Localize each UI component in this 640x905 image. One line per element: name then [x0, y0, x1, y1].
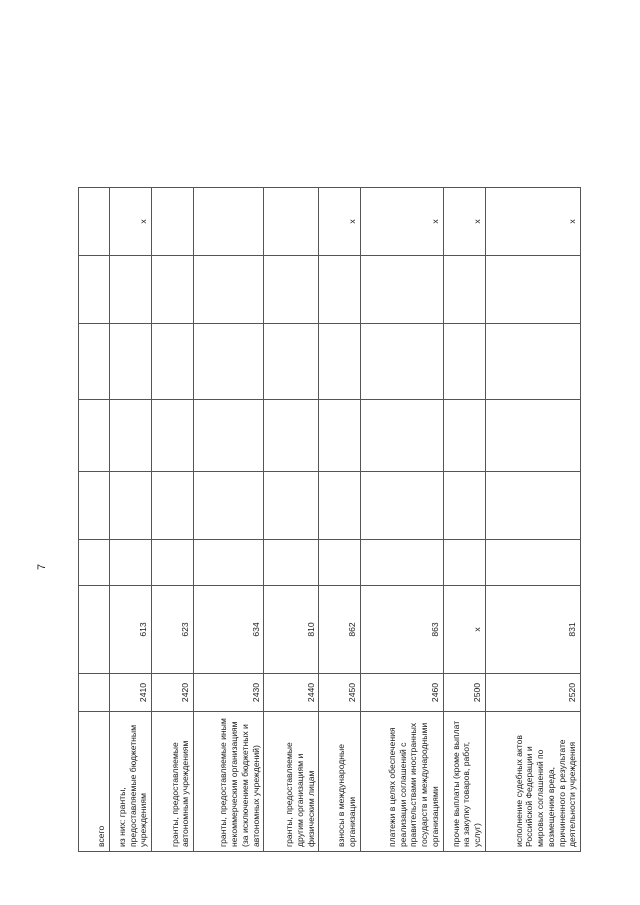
cell-c6: x: [319, 188, 360, 256]
cell-c2: [443, 472, 485, 540]
cell-c4: [264, 324, 319, 400]
cell-c4: [152, 324, 194, 400]
cell-c2: [79, 472, 110, 540]
cell-c5: [360, 256, 443, 324]
cell-c1: [360, 540, 443, 586]
cell-c6: x: [485, 188, 580, 256]
cell-c5: [194, 256, 264, 324]
cell-c6: [264, 188, 319, 256]
cell-c1: [79, 540, 110, 586]
cell-code: 2440: [264, 674, 319, 712]
table-row: [152, 188, 194, 852]
cell-c6: x: [360, 188, 443, 256]
cell-desc: из них: гранты, предоставляемые бюджетным учреждениям: [110, 712, 152, 852]
cell-code: 2500: [443, 674, 485, 712]
cell-c2: [360, 472, 443, 540]
cell-code: 2420: [152, 674, 194, 712]
cell-c6: [79, 188, 110, 256]
cell-c3: [194, 400, 264, 472]
cell-kosgu: [79, 586, 110, 674]
cell-c2: [110, 472, 152, 540]
cell-c2: [264, 472, 319, 540]
cell-desc: платежи в целях обеспечения реализации соглашений с правительствами иностранных государств и международными организациями: [360, 712, 443, 852]
cell-c4: [360, 324, 443, 400]
table-row: [319, 188, 360, 852]
cell-kosgu: 863: [360, 586, 443, 674]
cell-kosgu: 634: [194, 586, 264, 674]
cell-c2: [194, 472, 264, 540]
cell-desc: всего: [79, 712, 110, 852]
cell-kosgu: 810: [264, 586, 319, 674]
rotated-table-container: [78, 188, 581, 852]
cell-c1: [264, 540, 319, 586]
cell-c3: [152, 400, 194, 472]
cell-c6: [152, 188, 194, 256]
cell-desc: гранты, предоставляемые иным некоммерческим организациям (за исключением бюджетных и автономных учреждений): [194, 712, 264, 852]
cell-c6: x: [443, 188, 485, 256]
cell-c1: [485, 540, 580, 586]
cell-c5: [443, 256, 485, 324]
cell-desc: исполнение судебных актов Российской Федерации и мировых соглашений по возмещению вреда, причиненного в результате деятельности учреждения: [485, 712, 580, 852]
cell-c2: [152, 472, 194, 540]
cell-c3: [443, 400, 485, 472]
cell-c1: [194, 540, 264, 586]
cell-c5: [319, 256, 360, 324]
cell-c3: [264, 400, 319, 472]
cell-c3: [360, 400, 443, 472]
cell-c3: [110, 400, 152, 472]
cell-c4: [485, 324, 580, 400]
cell-c1: [319, 540, 360, 586]
cell-c2: [485, 472, 580, 540]
cell-c2: [319, 472, 360, 540]
cell-desc: гранты, предоставляемые автономным учреждениям: [152, 712, 194, 852]
table-row: [264, 188, 319, 852]
cell-c1: [110, 540, 152, 586]
cell-kosgu: 831: [485, 586, 580, 674]
cell-c5: [79, 256, 110, 324]
table-row: [443, 188, 485, 852]
cell-code: 2460: [360, 674, 443, 712]
cell-kosgu: 623: [152, 586, 194, 674]
cell-desc: взносы в международные организации: [319, 712, 360, 852]
cell-c5: [485, 256, 580, 324]
cell-c4: [319, 324, 360, 400]
cell-c5: [264, 256, 319, 324]
cell-c5: [110, 256, 152, 324]
cell-desc: гранты, предоставляемые другим организациям и физическим лицам: [264, 712, 319, 852]
cell-c6: [194, 188, 264, 256]
cell-c1: [443, 540, 485, 586]
table-row: [485, 188, 580, 852]
cell-c3: [485, 400, 580, 472]
cell-desc: прочие выплаты (кроме выплат на закупку товаров, работ, услуг): [443, 712, 485, 852]
cell-c3: [79, 400, 110, 472]
cell-kosgu: 613: [110, 586, 152, 674]
cell-c6: x: [110, 188, 152, 256]
cell-code: 2430: [194, 674, 264, 712]
cell-c4: [79, 324, 110, 400]
cell-code: [79, 674, 110, 712]
cell-kosgu: x: [443, 586, 485, 674]
cell-c4: [110, 324, 152, 400]
page-number: 7: [36, 563, 48, 570]
financial-plan-table: [78, 187, 581, 852]
table-row: [110, 188, 152, 852]
cell-code: 2410: [110, 674, 152, 712]
cell-kosgu: 862: [319, 586, 360, 674]
cell-c1: [152, 540, 194, 586]
cell-c3: [319, 400, 360, 472]
table-row: [360, 188, 443, 852]
table-row: [79, 188, 110, 852]
table-row: [194, 188, 264, 852]
cell-code: 2520: [485, 674, 580, 712]
cell-c4: [443, 324, 485, 400]
cell-c4: [194, 324, 264, 400]
cell-code: 2450: [319, 674, 360, 712]
cell-c5: [152, 256, 194, 324]
